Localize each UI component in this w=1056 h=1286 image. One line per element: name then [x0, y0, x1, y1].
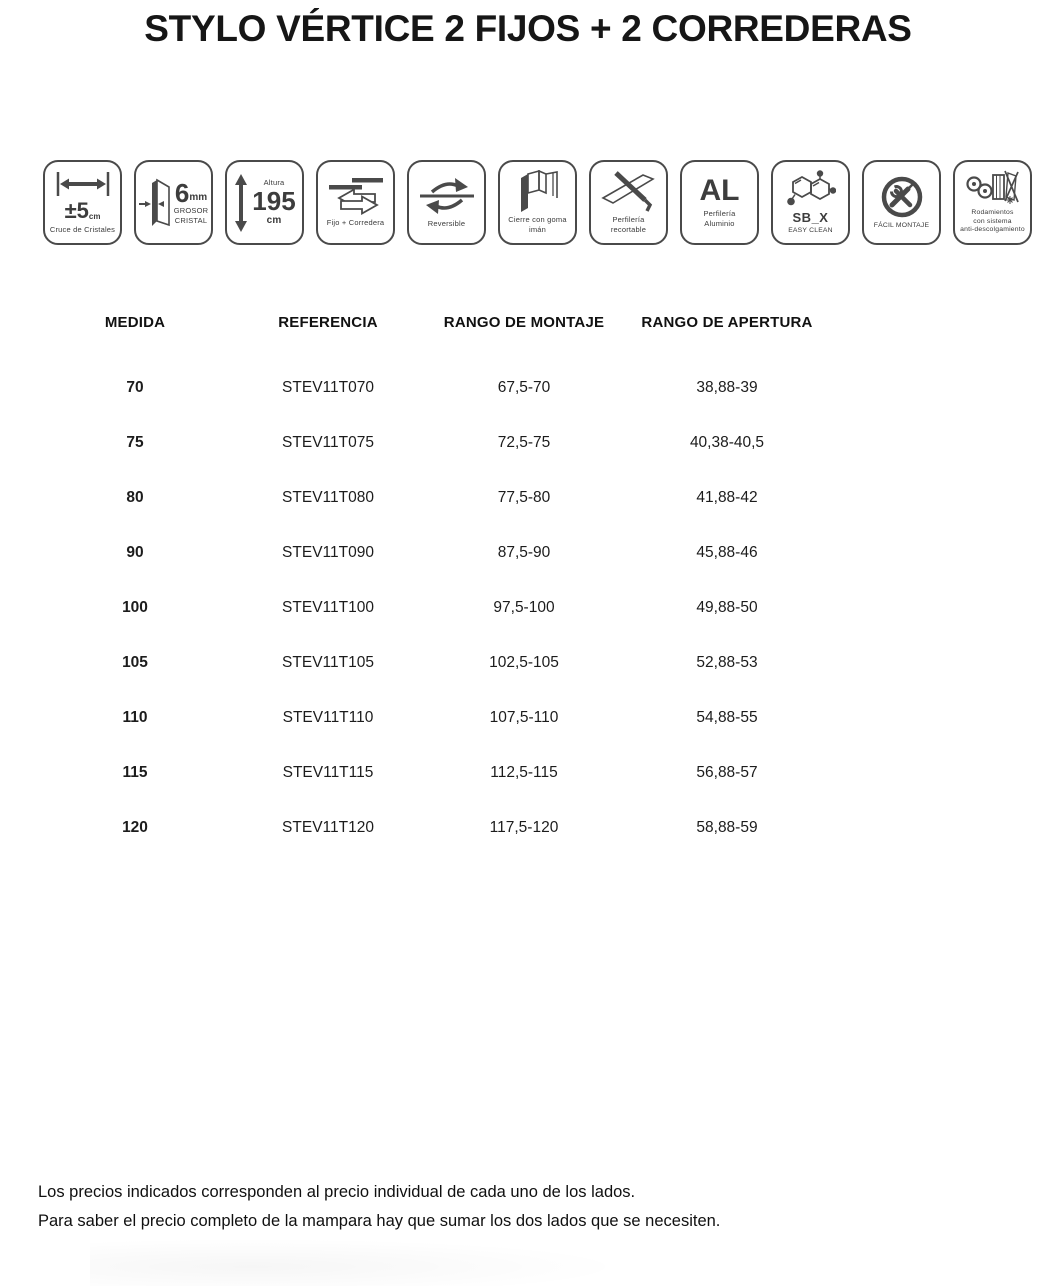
cell-rango-apertura: 54,88-55	[696, 708, 758, 726]
cell-medida: 70	[126, 378, 144, 396]
badge-perfileria-recortable	[589, 160, 668, 245]
cell-rango-apertura: 58,88-59	[696, 818, 758, 836]
footer-note	[38, 1178, 720, 1235]
cell-medida: 80	[126, 488, 144, 506]
cell-rango-apertura: 41,88-42	[696, 488, 758, 506]
magnetic-seal-icon	[515, 170, 561, 212]
thickness-value: 6 mm	[174, 177, 208, 208]
cell-rango-montaje: 117,5-120	[489, 818, 559, 836]
cell-rango-apertura: 38,88-39	[696, 378, 758, 396]
page-title: STYLO VÉRTICE 2 FIJOS + 2 CORREDERAS	[144, 8, 912, 49]
cell-rango-apertura: 45,88-46	[696, 543, 758, 561]
col-header-medida: MEDIDA	[104, 314, 166, 331]
cell-referencia: STEV11T105	[282, 653, 374, 671]
table-row	[40, 525, 832, 580]
badge-label: Perfilería Aluminio	[703, 209, 736, 228]
background-artifact	[90, 1238, 630, 1286]
cell-rango-montaje: 72,5-75	[497, 433, 551, 451]
cuttable-profile-icon	[601, 170, 657, 212]
table-row	[40, 800, 832, 855]
height-unit: cm	[266, 214, 282, 226]
badge-easy-clean	[771, 160, 850, 245]
badge-label: Perfilería recortable	[610, 215, 647, 234]
cell-referencia: STEV11T115	[282, 763, 374, 781]
table-row	[40, 415, 832, 470]
cell-rango-montaje: 87,5-90	[497, 543, 551, 561]
tools-circle-icon	[880, 175, 924, 219]
cell-medida: 100	[122, 598, 148, 616]
cell-medida: 105	[122, 653, 148, 671]
feature-badges	[43, 160, 1032, 245]
molecule-icon	[786, 170, 836, 208]
table-row	[40, 360, 832, 415]
tolerance-value: ±5 cm	[64, 197, 101, 223]
cell-referencia: STEV11T090	[282, 543, 374, 561]
cell-medida: 75	[126, 433, 144, 451]
easy-clean-brand: SB_X	[792, 209, 829, 225]
measure-width-icon	[55, 171, 111, 197]
badge-label: EASY CLEAN	[788, 226, 833, 234]
table-header-row	[40, 298, 832, 360]
badge-cierre-goma-iman	[498, 160, 577, 245]
table-row	[40, 745, 832, 800]
cell-referencia: STEV11T080	[282, 488, 374, 506]
cell-referencia: STEV11T120	[282, 818, 374, 836]
footer-line-2: Para saber el precio completo de la mampara hay que sumar los dos lados que se necesiten.	[38, 1211, 721, 1230]
cell-rango-montaje: 102,5-105	[489, 653, 559, 671]
table-row	[40, 690, 832, 745]
badge-label: Cruce de Cristales	[49, 224, 116, 234]
badge-label: Fijo + Corredera	[326, 218, 385, 228]
table-row	[40, 635, 832, 690]
badge-label: Rodamientos con sistema anti-descolgamiento	[960, 208, 1025, 234]
cell-rango-montaje: 107,5-110	[489, 708, 559, 726]
badge-cruce-de-cristales	[43, 160, 122, 245]
badge-label: Cierre con goma imán	[508, 215, 567, 234]
rollers-icon	[965, 170, 1021, 206]
cell-rango-montaje: 97,5-100	[493, 598, 555, 616]
footer-line-1: Los precios indicados corresponden al precio individual de cada uno de los lados.	[38, 1183, 636, 1201]
cell-medida: 110	[122, 708, 148, 726]
badge-label: Reversible	[427, 219, 466, 229]
cell-referencia: STEV11T100	[282, 598, 374, 616]
badge-reversible	[407, 160, 486, 245]
cell-rango-montaje: 67,5-70	[497, 378, 551, 396]
col-header-rango-apertura: RANGO DE APERTURA	[641, 314, 813, 331]
badge-altura	[225, 160, 304, 245]
badge-label: CRISTAL	[174, 215, 208, 225]
cell-rango-apertura: 49,88-50	[696, 598, 758, 616]
height-value: 195	[252, 185, 296, 216]
col-header-referencia: REFERENCIA	[278, 314, 378, 331]
cell-rango-apertura: 40,38-40,5	[689, 433, 765, 451]
cell-rango-montaje: 77,5-80	[497, 488, 551, 506]
cell-medida: 115	[122, 763, 148, 781]
cell-rango-apertura: 56,88-57	[696, 763, 758, 781]
cell-referencia: STEV11T075	[282, 433, 374, 451]
cell-rango-montaje: 112,5-115	[490, 763, 558, 781]
badge-label: Altura	[263, 178, 285, 188]
badge-fijo-corredera	[316, 160, 395, 245]
cell-rango-apertura: 52,88-53	[696, 653, 758, 671]
sliding-panels-icon	[327, 177, 385, 215]
badge-rodamientos	[953, 160, 1032, 245]
col-header-rango-montaje: RANGO DE MONTAJE	[443, 314, 605, 331]
aluminium-symbol: AL	[699, 174, 740, 208]
table-row	[40, 470, 832, 525]
badge-label: FÁCIL MONTAJE	[873, 221, 930, 229]
badge-facil-montaje	[862, 160, 941, 245]
cell-referencia: STEV11T070	[282, 378, 374, 396]
glass-pane-icon	[139, 178, 171, 228]
height-arrow-icon	[233, 174, 249, 232]
reversible-arrows-icon	[420, 176, 474, 216]
badge-perfileria-aluminio	[680, 160, 759, 245]
cell-referencia: STEV11T110	[282, 708, 374, 726]
table-row	[40, 580, 832, 635]
badge-label: GROSOR	[173, 205, 209, 215]
cell-medida: 90	[126, 543, 144, 561]
spec-table	[40, 298, 832, 855]
badge-grosor-cristal	[134, 160, 213, 245]
cell-medida: 120	[122, 818, 148, 836]
